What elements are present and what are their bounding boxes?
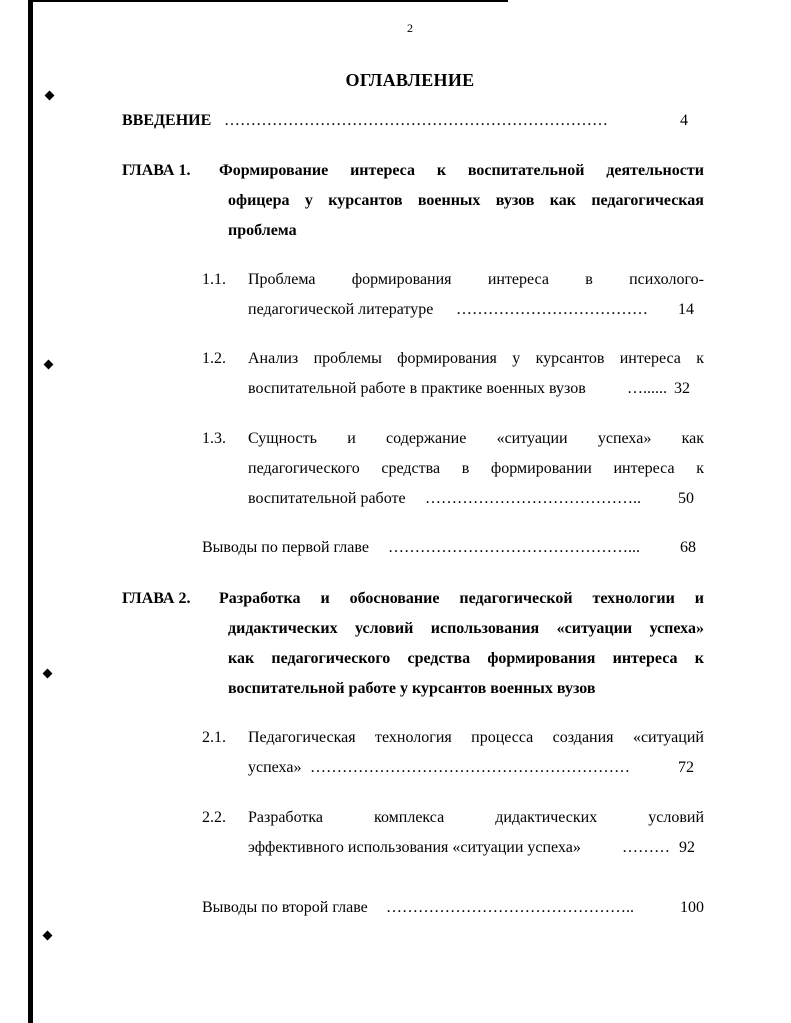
section-word: успеха» bbox=[597, 430, 652, 447]
chapter2-word: условий bbox=[355, 620, 414, 637]
section-word: к bbox=[696, 350, 704, 367]
chapter2-word: педагогического bbox=[271, 650, 391, 667]
section-word: проблемы bbox=[313, 350, 382, 367]
chapter1-conclusion-page: 68 bbox=[680, 539, 696, 556]
chapter1-word: Формирование bbox=[219, 162, 329, 179]
section-word: Проблема bbox=[248, 271, 316, 288]
chapter2-word: интереса bbox=[612, 650, 678, 667]
punch-hole-mark bbox=[45, 91, 55, 101]
section-word: содержание bbox=[386, 430, 467, 447]
punch-hole-mark bbox=[43, 931, 53, 941]
chapter1-word: у bbox=[304, 192, 313, 209]
chapter1-word: воспитательной bbox=[467, 162, 585, 179]
section-1-1-line1 bbox=[248, 270, 704, 290]
section-2-2-line2: эффективного использования «ситуации успеха» bbox=[248, 839, 581, 856]
section-1-2-line2: воспитательной работе в практике военных вузов bbox=[248, 380, 586, 397]
section-word: дидактических bbox=[495, 809, 598, 826]
toc-intro-page: 4 bbox=[680, 112, 688, 129]
chapter2-word: и bbox=[694, 590, 704, 607]
scan-edge-top bbox=[28, 0, 508, 2]
section-word: создания bbox=[552, 729, 614, 746]
punch-hole-mark bbox=[44, 360, 54, 370]
chapter2-word: к bbox=[694, 650, 704, 667]
section-word: педагогического bbox=[248, 460, 360, 477]
punch-hole-mark bbox=[43, 669, 53, 679]
section-number: 1.1. bbox=[202, 271, 226, 288]
section-word: Разработка bbox=[248, 809, 323, 826]
section-word: и bbox=[347, 430, 356, 447]
section-number: 2.2. bbox=[202, 809, 226, 826]
section-word: психолого- bbox=[629, 271, 704, 288]
section-1-3-line1 bbox=[248, 429, 704, 449]
section-word: Анализ bbox=[248, 350, 299, 367]
chapter2-word: дидактических bbox=[228, 620, 338, 637]
section-2-2-line1 bbox=[248, 808, 704, 828]
section-word: процесса bbox=[471, 729, 534, 746]
section-2-1-dots: …………………………………………………… bbox=[310, 759, 630, 776]
chapter2-word: использования bbox=[430, 620, 540, 637]
chapter2-word: как bbox=[228, 650, 255, 667]
chapter2-label: ГЛАВА 2. bbox=[122, 590, 191, 607]
chapter1-word: интереса bbox=[350, 162, 415, 179]
chapter1-label: ГЛАВА 1. bbox=[122, 162, 191, 179]
section-word: «ситуации bbox=[496, 430, 568, 447]
chapter2-word: средства bbox=[407, 650, 471, 667]
page-title: ОГЛАВЛЕНИЕ bbox=[345, 70, 475, 90]
section-word: условий bbox=[648, 809, 704, 826]
section-word: Сущность bbox=[248, 430, 317, 447]
section-1-3-line2 bbox=[248, 459, 704, 479]
chapter1-word: к bbox=[436, 162, 447, 179]
chapter2-word: технологии bbox=[592, 590, 675, 607]
section-1-2-page: 32 bbox=[674, 380, 690, 397]
page-number: 2 bbox=[407, 21, 413, 35]
section-word: формирования bbox=[397, 350, 497, 367]
section-word: технология bbox=[375, 729, 452, 746]
section-1-3-page: 50 bbox=[678, 490, 694, 507]
section-word: в bbox=[585, 271, 593, 288]
chapter1-word: деятельности bbox=[606, 162, 704, 179]
chapter1-word: военных bbox=[417, 192, 481, 209]
chapter2-title-line3 bbox=[228, 649, 704, 669]
section-number: 1.2. bbox=[202, 350, 226, 367]
section-word: формировании bbox=[490, 460, 592, 477]
section-1-1-line2: педагогической литературе bbox=[248, 301, 434, 318]
section-number: 2.1. bbox=[202, 729, 226, 746]
section-word: «ситуаций bbox=[632, 729, 704, 746]
chapter1-word: вузов bbox=[495, 192, 535, 209]
section-1-2-line1 bbox=[248, 349, 704, 369]
chapter2-word: успеха» bbox=[649, 620, 704, 637]
section-1-1-page: 14 bbox=[678, 301, 694, 318]
chapter1-title-line1 bbox=[219, 161, 704, 181]
section-word: средства bbox=[381, 460, 441, 477]
section-2-2-page: 92 bbox=[679, 839, 695, 856]
section-word: в bbox=[461, 460, 470, 477]
chapter1-conclusion-dots: ………………………………………... bbox=[388, 539, 640, 556]
chapter1-word: курсантов bbox=[328, 192, 403, 209]
chapter2-word: Разработка bbox=[219, 590, 301, 607]
section-word: как bbox=[681, 430, 704, 447]
chapter1-title-line2 bbox=[228, 191, 704, 211]
chapter2-conclusion-dots: ……………………………………….. bbox=[386, 899, 634, 916]
section-number: 1.3. bbox=[202, 430, 226, 447]
chapter1-conclusion-label: Выводы по первой главе bbox=[202, 539, 369, 556]
toc-intro-dots: ……………………………………………………………… bbox=[224, 112, 608, 129]
section-1-1-dots: ……………………………… bbox=[456, 301, 648, 318]
chapter2-title-line4: воспитательной работе у курсантов военных вузов bbox=[228, 680, 596, 697]
section-word: интереса bbox=[487, 271, 549, 288]
chapter2-title-line2 bbox=[228, 619, 704, 639]
section-1-3-line3: воспитательной работе bbox=[248, 490, 406, 507]
toc-intro-label: ВВЕДЕНИЕ bbox=[122, 112, 212, 129]
section-word: интереса bbox=[619, 350, 681, 367]
section-2-1-line1 bbox=[248, 728, 704, 748]
section-1-3-dots: ………………………………….. bbox=[425, 490, 641, 507]
chapter1-word: как bbox=[549, 192, 576, 209]
chapter2-conclusion-label: Выводы по второй главе bbox=[202, 899, 368, 916]
chapter1-word: педагогическая bbox=[591, 192, 704, 209]
chapter2-word: «ситуации bbox=[556, 620, 633, 637]
section-2-1-line2: успеха» bbox=[248, 759, 302, 776]
section-2-1-page: 72 bbox=[678, 759, 694, 776]
scan-edge-left bbox=[28, 0, 33, 1023]
section-word: курсантов bbox=[535, 350, 605, 367]
chapter2-word: и bbox=[320, 590, 330, 607]
chapter2-word: формирования bbox=[487, 650, 596, 667]
chapter2-conclusion-page: 100 bbox=[680, 899, 704, 916]
section-word: интереса bbox=[613, 460, 675, 477]
chapter1-title-line3: проблема bbox=[228, 222, 297, 239]
section-word: к bbox=[696, 460, 704, 477]
section-2-2-dots: ……… bbox=[622, 839, 670, 856]
section-1-2-dots: …...... bbox=[627, 380, 667, 397]
section-word: комплекса bbox=[373, 809, 445, 826]
section-word: формирования bbox=[351, 271, 452, 288]
chapter2-title-line1 bbox=[219, 589, 704, 609]
section-word: у bbox=[512, 350, 521, 367]
chapter1-word: офицера bbox=[228, 192, 290, 209]
chapter2-word: обоснование bbox=[349, 590, 440, 607]
chapter2-word: педагогической bbox=[459, 590, 573, 607]
section-word: Педагогическая bbox=[248, 729, 356, 746]
